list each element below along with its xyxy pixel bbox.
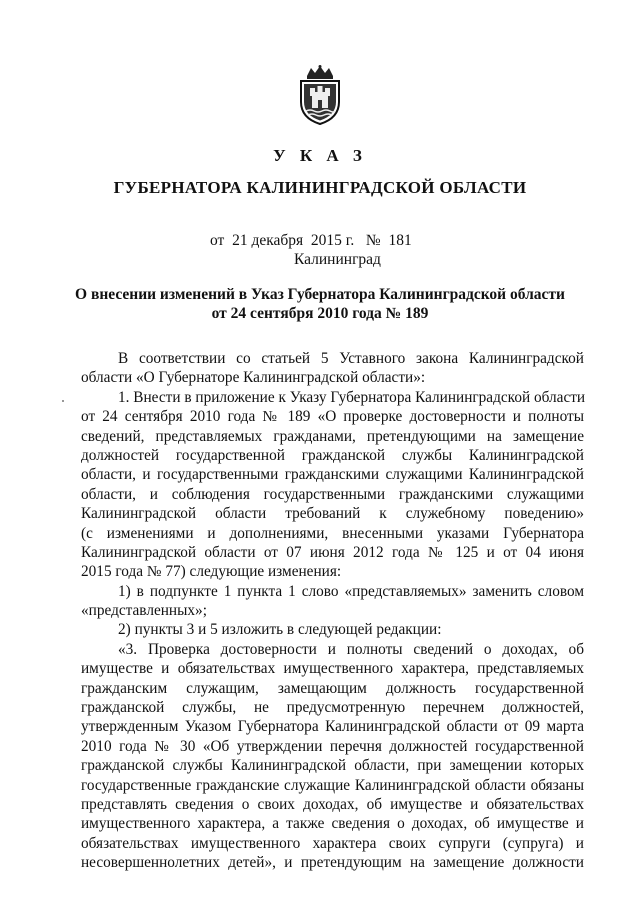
body-line: от 24 сентября 2010 года № 189 «О проверке достоверности и полноты — [81, 408, 584, 426]
subject-line: от 24 сентября 2010 года № 189 — [211, 305, 429, 322]
body-line: В соответствии со статьей 5 Уставного закона Калининградской — [118, 350, 584, 367]
body-line: «представленных»; — [81, 602, 207, 620]
body-line: должностей государственной гражданской службы Калининградской — [81, 446, 584, 464]
body-line: представлять сведения о своих доходах, об имуществе и обязательствах — [81, 795, 584, 813]
body-line: сведений, представляемых гражданами, претендующими на замещение — [81, 427, 584, 445]
decree-body — [81, 349, 584, 873]
body-line: имущественного характера, а также сведения о доходах, об имуществе и — [81, 815, 584, 833]
decree-date: 21 декабря 2015 г. — [232, 232, 355, 249]
body-line: «3. Проверка достоверности и полноты сведений о доходах, об — [118, 640, 584, 658]
subject-line: О внесении изменений в Указ Губернатора Калининградской области — [75, 286, 565, 303]
dateline — [210, 232, 412, 250]
body-line: Калининградской области требований к служебному поведению» — [81, 505, 584, 523]
body-line: области, и государственными гражданскими служащими Калининградской — [81, 466, 584, 484]
body-line: 1) в подпункте 1 пункта 1 слово «представляемых» заменить словом — [118, 582, 584, 600]
coat-of-arms-icon — [297, 64, 343, 126]
body-line: области «О Губернаторе Калининградской области»: — [81, 369, 426, 387]
body-line: (с изменениями и дополнениями, внесенными указами Губернатора — [81, 524, 584, 542]
body-line: области, и соблюдения государственными гражданскими служащими — [81, 485, 584, 503]
decree-subject — [0, 285, 640, 323]
body-line: имуществе и обязательствах имущественного характера, представляемых — [81, 660, 584, 678]
body-line: гражданской службы Калининградской области, при замещении которых — [81, 757, 584, 775]
scan-speck — [62, 400, 64, 402]
document-title: У К А З — [273, 146, 367, 165]
number-sign: № — [365, 232, 381, 249]
body-line: 2) пункты 3 и 5 изложить в следующей редакции: — [118, 621, 442, 639]
body-line: гражданским служащим, замещающим должность государственной — [81, 679, 584, 697]
document-issuer: ГУБЕРНАТОРА КАЛИНИНГРАДСКОЙ ОБЛАСТИ — [113, 178, 527, 197]
body-line: гражданской службы, не предусмотренную перечнем должностей, — [81, 699, 584, 717]
body-line: обязательствах имущественного характера своих супруги (супруга) и — [81, 834, 584, 852]
decree-number: 181 — [388, 232, 412, 249]
decree-city: Калининград — [294, 251, 381, 268]
body-line: 1. Внести в приложение к Указу Губернатора Калининградской области — [118, 388, 586, 406]
body-line: несовершеннолетних детей», и претендующим на замещение должности — [81, 854, 584, 872]
body-line: утвержденным Указом Губернатора Калининградской области от 09 марта — [81, 718, 584, 736]
body-line: Калининградской области от 07 июня 2012 года № 125 и от 04 июня — [81, 543, 584, 561]
body-line: 2010 года № 30 «Об утверждении перечня должностей государственной — [81, 737, 584, 755]
body-line: 2015 года № 77) следующие изменения: — [81, 563, 342, 581]
date-prefix: от — [210, 232, 225, 249]
body-line: государственные гражданские служащие Калининградской области обязаны — [81, 776, 584, 794]
